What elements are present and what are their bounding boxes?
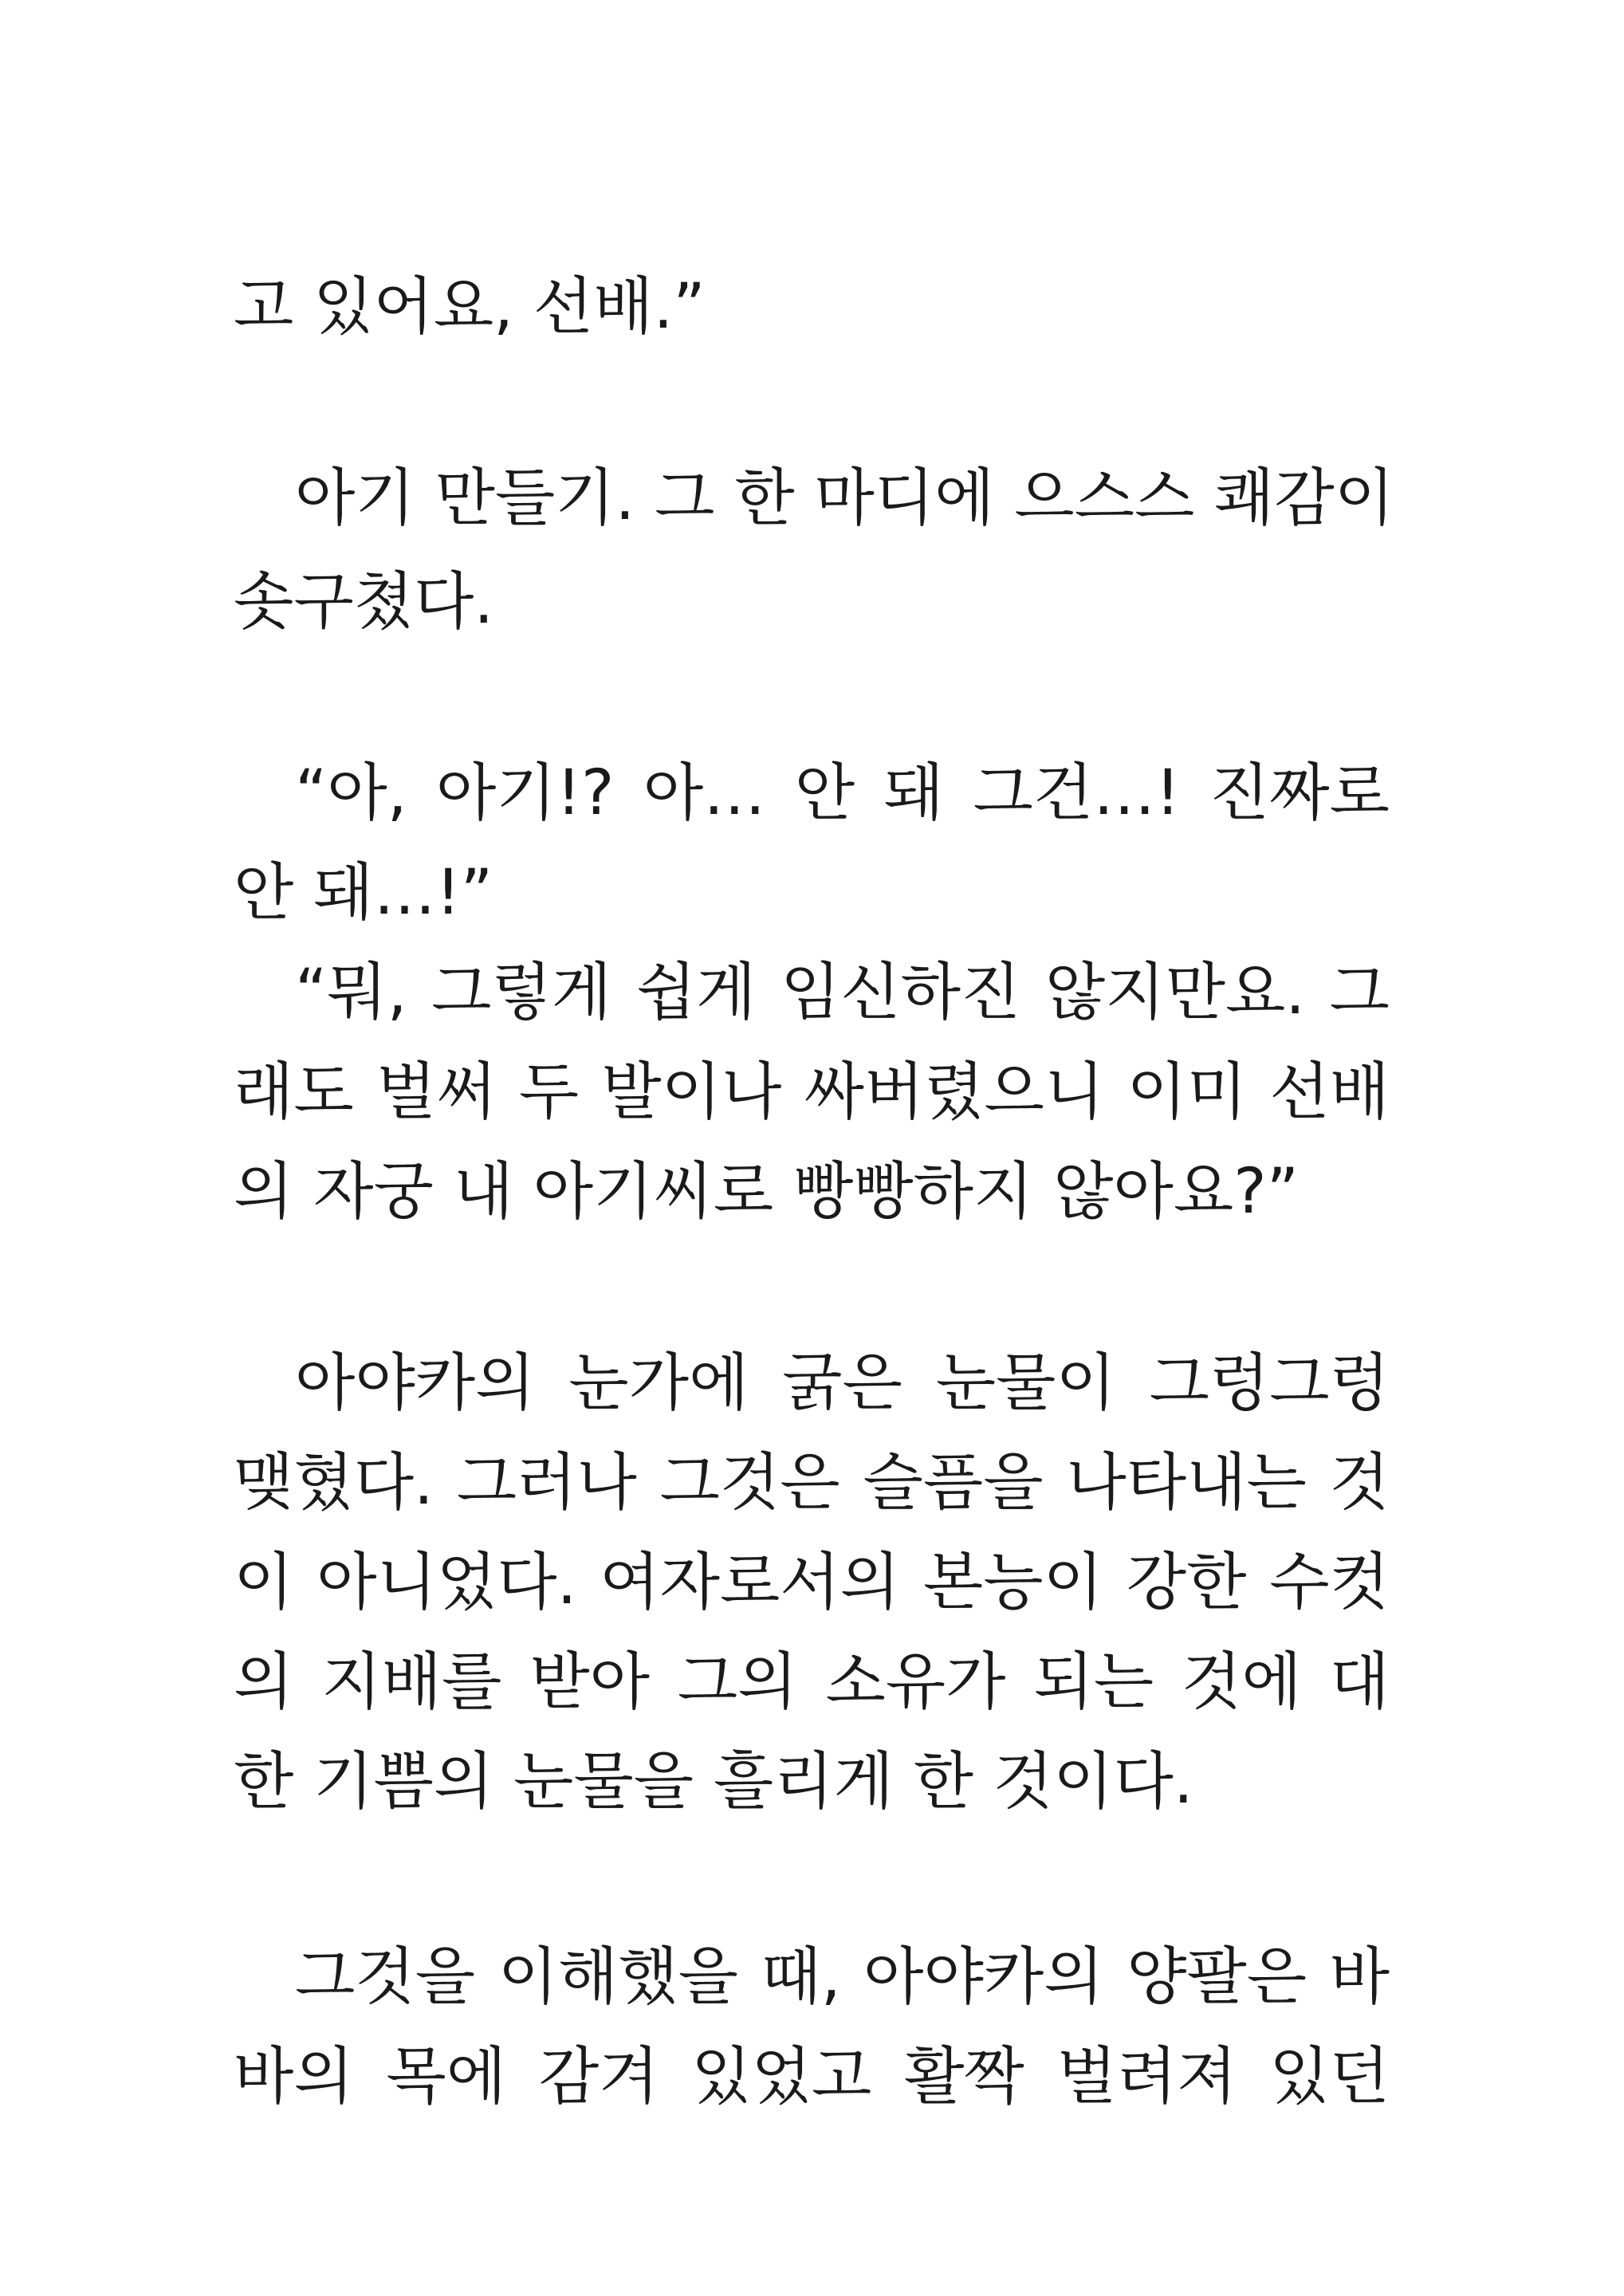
- text-line-11: 이 아니었다. 여자로서의 본능이 강한 수컷: [234, 1547, 1390, 1618]
- text-line-1: 고 있어요, 선배.”: [234, 271, 706, 343]
- text-line-7: 래도 벌써 두 발이나 싸버렸으니 이미 선배: [234, 1056, 1390, 1128]
- text-line-12: 의 지배를 받아 그의 소유가 되는 것에 대: [234, 1646, 1390, 1718]
- text-line-13: 한 기쁨의 눈물을 흘리게 한 것이다.: [234, 1746, 1193, 1818]
- text-line-2: 아기 만들기. 그 한 마디에 으스스 쾌감이: [295, 462, 1395, 534]
- text-line-15: 바의 목에 감겨 있었고 활짝 벌려져 있던: [234, 2041, 1390, 2113]
- text-line-4: “아, 아기!? 아… 안 돼 그건…! 진짜로: [295, 757, 1390, 829]
- text-line-10: 맺혔다. 그러나 그것은 슬픔을 나타내는 것: [234, 1447, 1390, 1519]
- text-line-9: 아야카의 눈가에 굵은 눈물이 그렁그렁: [295, 1347, 1390, 1419]
- text-line-5: 안 돼…!”: [234, 857, 493, 929]
- text-line-3: 솟구쳤다.: [234, 566, 494, 638]
- text-line-8: 의 자궁 내 아기씨로 빵빵하지 않아요?”: [234, 1156, 1299, 1228]
- text-line-14: 그것을 이해했을 때, 아야카의 양팔은 바: [295, 1941, 1390, 2013]
- text-line-6: “뭐, 그렇게 쉽게 임신하진 않지만요. 그: [295, 957, 1390, 1028]
